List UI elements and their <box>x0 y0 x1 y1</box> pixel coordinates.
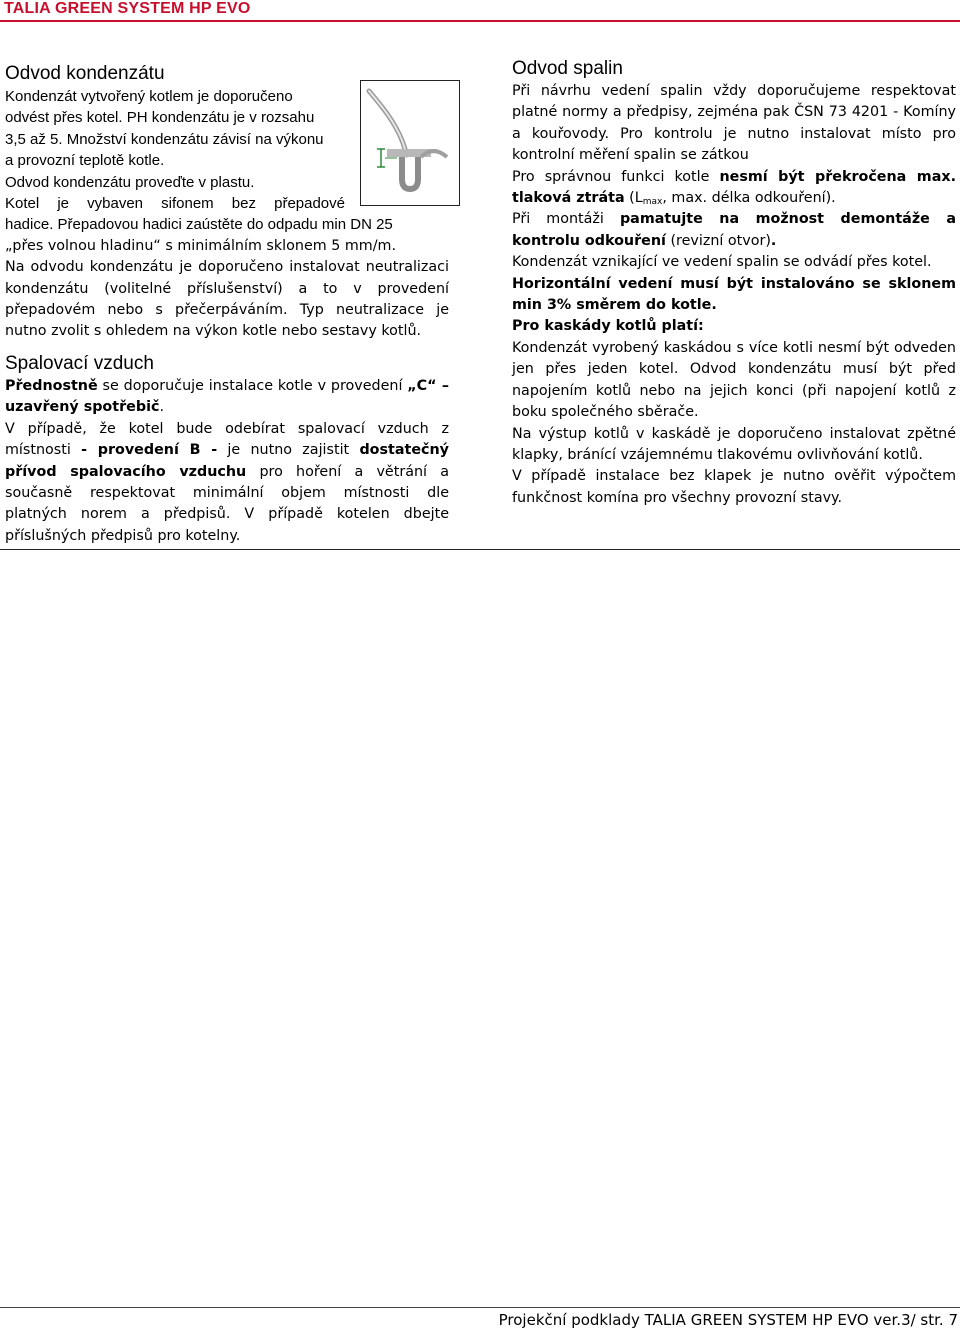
header-divider <box>0 20 960 22</box>
condensate-line-3: 3,5 až 5. Množství kondenzátu závisí na výkonu <box>5 130 324 148</box>
cascade-condensate-paragraph: Kondenzát vyrobený kaskádou s více kotli nesmí být odveden jen přes jeden kotel. Odvod kondenzátu musí být před napojením kotlů nebo na jejich konci (při napojení kotlů z boku společného sběrače. <box>512 339 956 421</box>
text-span: . <box>770 232 777 249</box>
flue-slope-paragraph <box>512 274 956 317</box>
siphon-icon <box>361 81 459 205</box>
heading-odvod-spalin: Odvod spalin <box>512 58 623 79</box>
emphasis-prednostne: Přednostně <box>5 377 98 394</box>
combustion-air-preferred-paragraph <box>5 376 449 419</box>
siphon-diagram <box>360 80 460 206</box>
section-divider <box>0 549 960 550</box>
flue-pressure-loss-paragraph <box>512 167 956 210</box>
page-footer: Projekční podklady TALIA GREEN SYSTEM HP EVO ver.3/ str. 7 <box>498 1311 958 1329</box>
condensate-line-5: Odvod kondenzátu proveďte v plastu. <box>5 173 255 191</box>
emphasis-slope: Horizontální vedení musí být instalováno se sklonem min 3% směrem do kotle. <box>512 275 956 314</box>
neutralization-paragraph: Na odvodu kondenzátu je doporučeno instalovat neutralizaci kondenzátu (volitelné příslušenství) a to v provedení přepadovém nebo s přečerpáváním. Typ neutralizace je nutno zvolit s ohledem na výkon kotle nebo sestavy kotlů. <box>5 259 449 340</box>
text-span: Pro správnou funkci kotle <box>512 168 720 185</box>
condensate-line-1: Kondenzát vytvořený kotlem je doporučeno <box>5 88 293 105</box>
cascade-heading <box>512 316 956 337</box>
emphasis-type-c: „C“ – uzavřený spotřebič <box>5 377 449 416</box>
condensate-slope-paragraph: „přes volnou hladinu“ s minimálním sklonem 5 mm/m. <box>5 237 396 254</box>
text-span: (revizní otvor) <box>665 232 771 249</box>
text-span: pro hoření a větrání a současně respektovat minimální objem místnosti dle platných norem a předpisů. V případě kotelen dbejte příslušných předpisů pro kotelny. <box>5 463 449 544</box>
flue-condensate-paragraph: Kondenzát vznikající ve vedení spalin se odvádí přes kotel. <box>512 254 932 271</box>
flue-norms-paragraph: Při návrhu vedení spalin vždy doporučujeme respektovat platné normy a předpisy, zejména pak ČSN 73 4201 - Komíny a kouřovody. Pro kontrolu je nutno instalovat místo pro kontrolní měření spalin se zátkou <box>512 83 956 164</box>
flue-inspection-paragraph <box>512 209 956 252</box>
condensate-line-2: odvést přes kotel. PH kondenzátu je v rozsahu <box>5 109 315 127</box>
condensate-line-7: hadice. Přepadovou hadici zaústěte do odpadu min DN 25 <box>5 216 393 234</box>
subscript-max: max <box>642 197 663 208</box>
heading-spalovaci-vzduch: Spalovací vzduch <box>5 352 154 374</box>
document-header-title: TALIA GREEN SYSTEM HP EVO <box>4 0 251 17</box>
text-span: . <box>159 399 164 416</box>
heading-odvod-kondenzatu: Odvod kondenzátu <box>5 63 165 84</box>
right-column <box>512 57 956 509</box>
text-span: , max. délka odkouření). <box>662 190 836 207</box>
footer-divider <box>0 1307 960 1308</box>
condensate-line-6: Kotel je vybaven sifonem bez přepadové <box>5 195 345 213</box>
emphasis-type-b: - provedení B - <box>81 442 218 459</box>
text-span: se doporučuje instalace kotle v provedení <box>97 377 408 394</box>
text-span: Při montáži <box>512 211 620 228</box>
text-span: (L <box>624 190 643 207</box>
emphasis-pressure-loss: nesmí být překročena max. tlaková ztráta <box>512 168 956 207</box>
emphasis-cascade: Pro kaskády kotlů platí: <box>512 318 704 335</box>
cascade-verification-paragraph: V případě instalace bez klapek je nutno ověřit výpočtem funkčnost komína pro všechny provozní stavy. <box>512 468 956 506</box>
cascade-valves-paragraph: Na výstup kotlů v kaskádě je doporučeno instalovat zpětné klapky, bránící vzájemnému tlakovému ovlivňování kotlů. <box>512 425 956 463</box>
emphasis-inspection: pamatujte na možnost demontáže a kontrolu odkouření <box>512 211 956 249</box>
text-span: V případě, že kotel bude odebírat spalovací vzduch z místnosti <box>5 420 449 459</box>
combustion-air-room-paragraph <box>5 419 449 547</box>
emphasis-air-supply: dostatečný přívod spalovacího vzduchu <box>5 442 449 480</box>
text-span: je nutno zajistit <box>217 442 360 459</box>
condensate-line-4: a provozní teplotě kotle. <box>5 152 165 170</box>
